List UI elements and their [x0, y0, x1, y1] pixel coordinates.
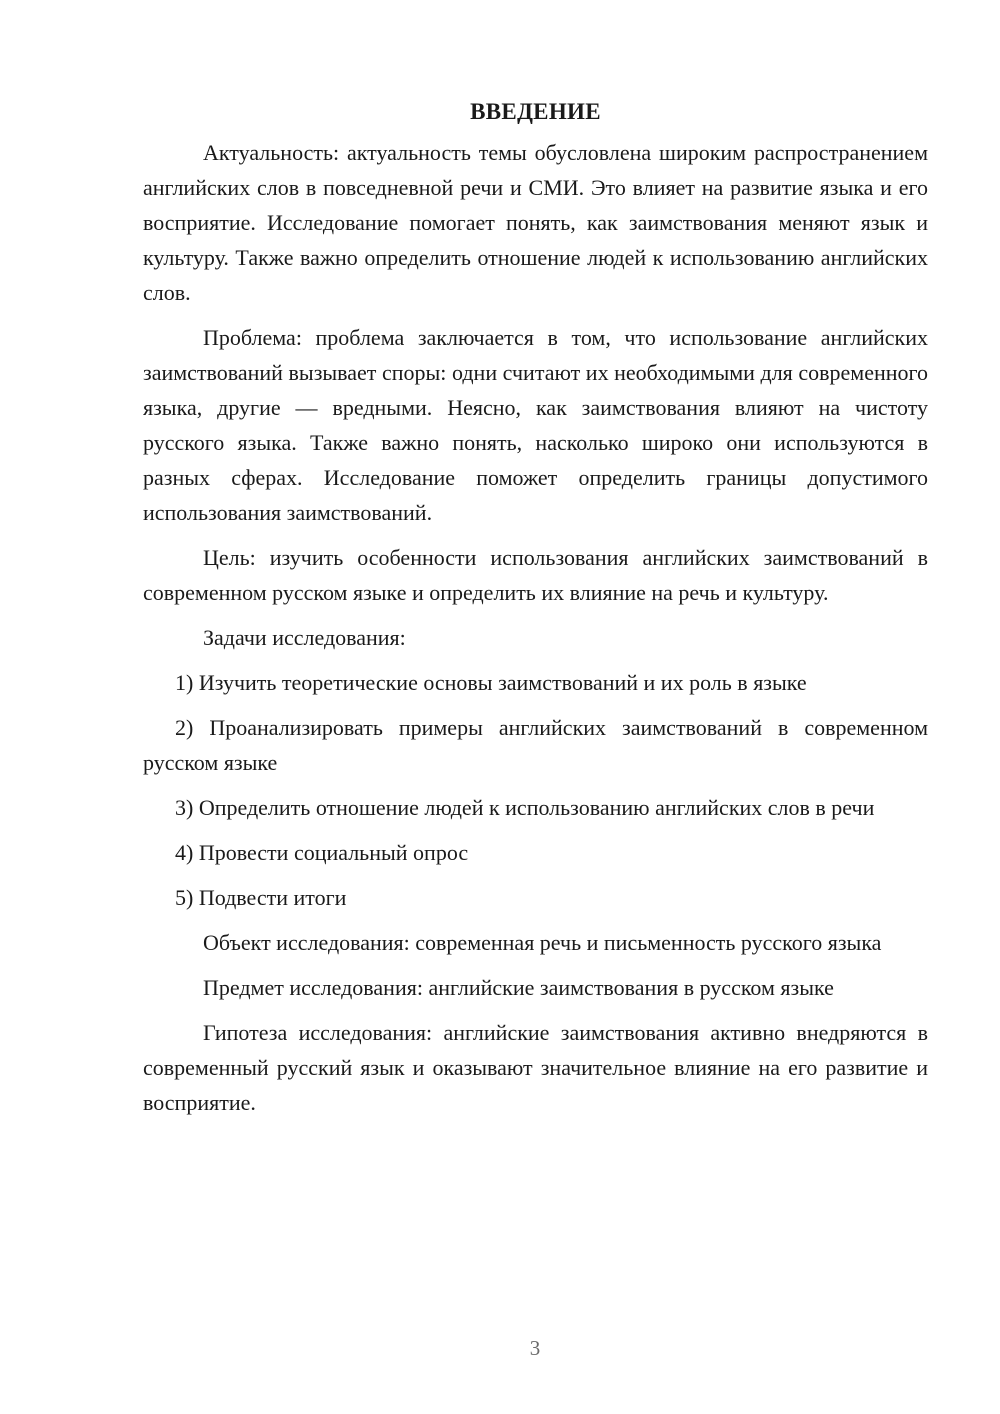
paragraph-goal: Цель: изучить особенности использования английских заимствований в современном русском языке и определить их влияние на речь и культуру. [143, 545, 928, 605]
task-item-1: 1) Изучить теоретические основы заимствований и их роль в языке [175, 670, 807, 695]
paragraph-problem: Проблема: проблема заключается в том, что использование английских заимствований вызывает споры: одни считают их необходимыми для современного языка, другие — вредными. Неясно, как заимствования влияют на чистоту русского языка. Также важно понять, насколько широко они используются в разных сферах. Исследование поможет определить границы допустимого использования заимствований. [143, 325, 928, 525]
paragraph-object: Объект исследования: современная речь и письменность русского языка [203, 930, 882, 955]
paragraph-subject: Предмет исследования: английские заимствования в русском языке [203, 975, 834, 1000]
task-item-2: 2) Проанализировать примеры английских заимствований в современном русском языке [143, 715, 928, 775]
paragraph-hypothesis: Гипотеза исследования: английские заимствования активно внедряются в современный русский язык и оказывают значительное влияние на его развитие и восприятие. [143, 1020, 928, 1115]
tasks-title: Задачи исследования: [203, 625, 406, 650]
paragraph-relevance: Актуальность: актуальность темы обусловлена широким распространением английских слов в повседневной речи и СМИ. Это влияет на развитие языка и его восприятие. Исследование помогает понять, как заимствования меняют язык и культуру. Также важно определить отношение людей к использованию английских слов. [143, 140, 928, 305]
section-heading: ВВЕДЕНИЕ [470, 99, 601, 124]
task-item-3: 3) Определить отношение людей к использованию английских слов в речи [175, 795, 875, 820]
page-number: 3 [529, 1336, 541, 1360]
page-content [143, 94, 928, 1130]
task-item-4: 4) Провести социальный опрос [175, 840, 469, 865]
task-item-5: 5) Подвести итоги [175, 885, 347, 910]
